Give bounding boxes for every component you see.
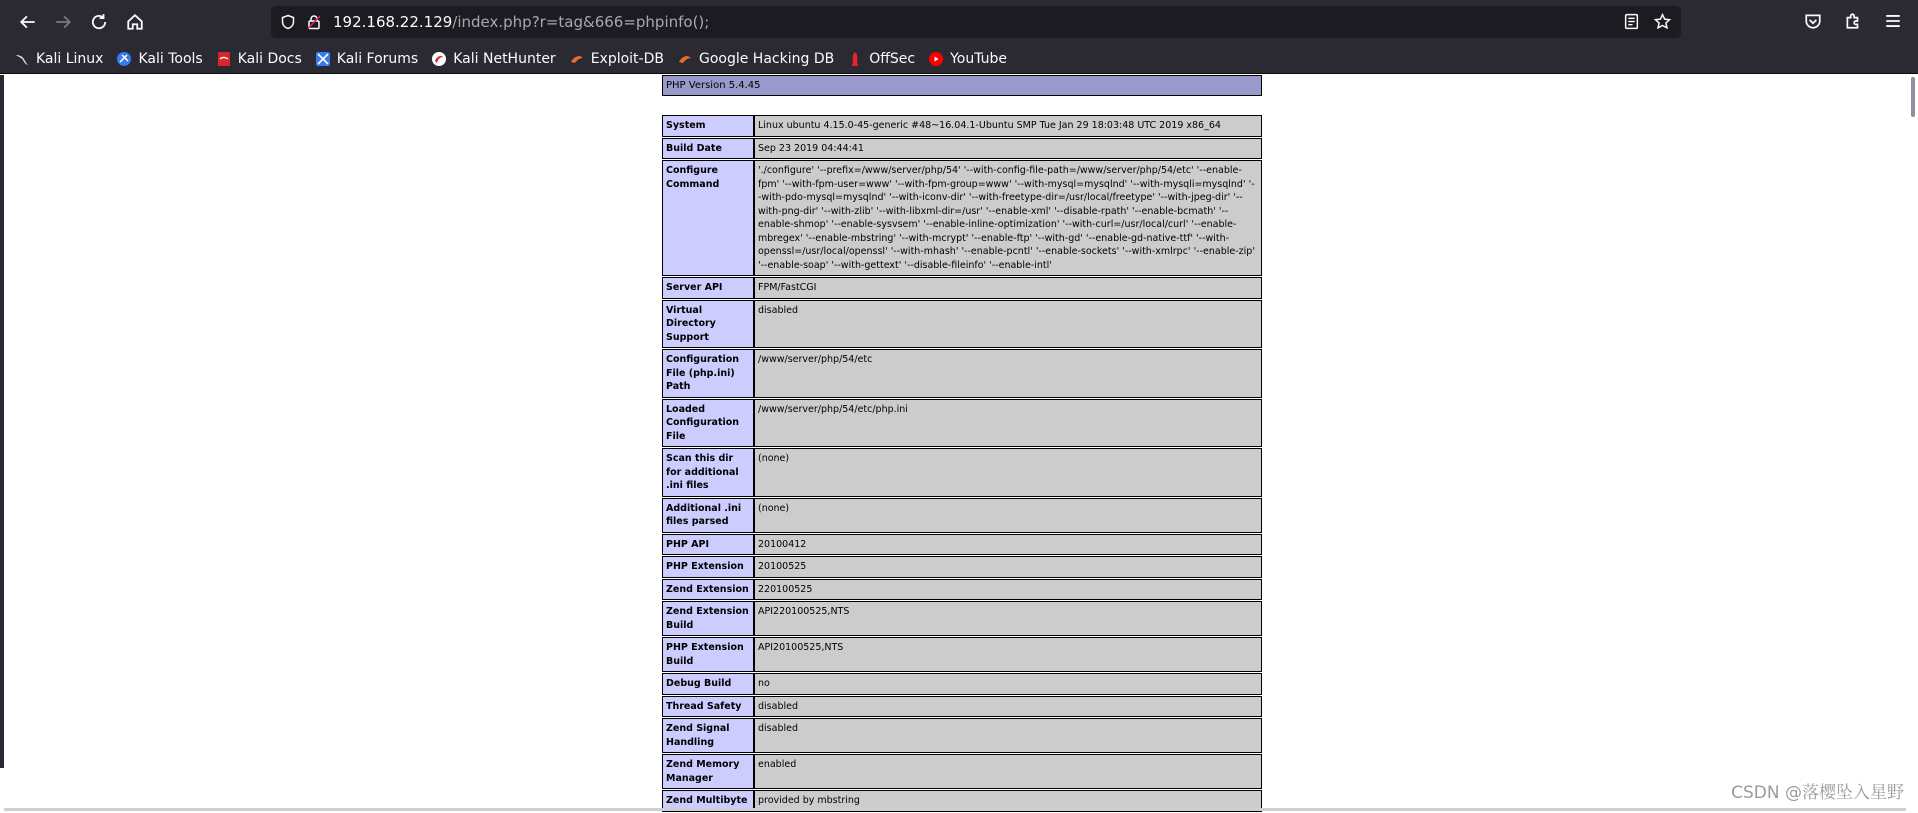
row-value: FPM/FastCGI (754, 277, 1262, 299)
menu-icon[interactable] (1884, 12, 1902, 30)
row-key: Configure Command (662, 160, 754, 276)
row-value: disabled (754, 300, 1262, 349)
reload-icon (90, 13, 108, 31)
row-value: (none) (754, 498, 1262, 533)
row-value: Sep 23 2019 04:44:41 (754, 138, 1262, 160)
row-key: Zend Extension (662, 579, 754, 601)
table-row (662, 160, 1262, 276)
row-key: Zend Memory Manager (662, 754, 754, 789)
bookmark-label: OffSec (869, 50, 916, 67)
table-row (662, 601, 1262, 636)
pocket-icon[interactable] (1804, 12, 1822, 30)
row-key: Zend Signal Handling (662, 718, 754, 753)
row-value: /www/server/php/54/etc (754, 349, 1262, 398)
table-row (662, 277, 1262, 299)
bookmark-youtube[interactable] (928, 51, 1007, 67)
row-value: disabled (754, 718, 1262, 753)
row-value: API20100525,NTS (754, 637, 1262, 672)
browser-toolbar (0, 0, 1918, 44)
bookmark-label: Kali Docs (237, 50, 302, 67)
bookmark-star-icon[interactable] (1654, 13, 1671, 30)
php-version-header: PHP Version 5.4.45 (662, 75, 1262, 96)
phpinfo-table (662, 114, 1262, 813)
bookmark-label: Google Hacking DB (698, 50, 835, 67)
row-value: API220100525,NTS (754, 601, 1262, 636)
table-row (662, 637, 1262, 672)
row-value: /www/server/php/54/etc/php.ini (754, 399, 1262, 448)
row-value: no (754, 673, 1262, 695)
exploit-db-icon (569, 51, 585, 67)
bookmark-kali-linux[interactable] (14, 51, 103, 67)
bookmark-kali-tools[interactable] (116, 51, 202, 67)
row-key: Configuration File (php.ini) Path (662, 349, 754, 398)
vertical-scrollbar[interactable] (1906, 75, 1918, 768)
kali-nethunter-icon (431, 51, 447, 67)
youtube-icon (928, 51, 944, 67)
row-key: Debug Build (662, 673, 754, 695)
table-row (662, 534, 1262, 556)
table-row (662, 754, 1262, 789)
row-value: './configure' '--prefix=/www/server/php/54' '--with-config-file-path=/www/server/php/54/etc' '--enable-fpm' '--with-fpm-user=www' '--with-fpm-group=www' '--with-mysql=mysqlnd' '--with-mysqli=mysqlnd' '--with-pdo-mysql=mysqlnd' '--with-iconv-dir' '--with-freetype-dir=/usr/local/freetype' '--with-jpeg-dir' '--with-png-dir' '--with-zlib' '--with-libxml-dir=/usr' '--enable-xml' '--disable-rpath' '--enable-bcmath' '--enable-shmop' '--enable-sysvsem' '--enable-inline-optimization' '--with-curl=/usr/local/curl' '--enable-mbregex' '--enable-mbstring' '--with-mcrypt' '--enable-ftp' '--with-gd' '--enable-gd-native-ttf' '--with-openssl=/usr/local/openssl' '--with-mhash' '--enable-pcntl' '--enable-sockets' '--with-xmlrpc' '--enable-zip' '--enable-soap' '--with-gettext' '--disable-fileinfo' '--enable-intl' (754, 160, 1262, 276)
row-key: PHP API (662, 534, 754, 556)
url-host: 192.168.22.129 (333, 13, 453, 31)
row-value: 20100412 (754, 534, 1262, 556)
row-value: (none) (754, 448, 1262, 497)
row-value: disabled (754, 696, 1262, 718)
row-value: Linux ubuntu 4.15.0-45-generic #48~16.04.1-Ubuntu SMP Tue Jan 29 18:03:48 UTC 2019 x86_64 (754, 115, 1262, 137)
bookmark-label: YouTube (950, 50, 1008, 67)
table-row (662, 138, 1262, 160)
row-value: enabled (754, 754, 1262, 789)
row-key: Thread Safety (662, 696, 754, 718)
extensions-icon[interactable] (1844, 12, 1862, 30)
table-row (662, 448, 1262, 497)
row-value: 20100525 (754, 556, 1262, 578)
bookmark-kali-forums[interactable] (315, 51, 418, 67)
bookmarks-bar (0, 44, 1918, 74)
home-button[interactable] (118, 5, 152, 39)
reader-view-icon[interactable] (1623, 13, 1640, 30)
table-row (662, 300, 1262, 349)
row-key: PHP Extension Build (662, 637, 754, 672)
shield-icon[interactable] (279, 13, 297, 31)
arrow-left-icon (19, 13, 37, 31)
row-key: Zend Multibyte (662, 790, 754, 812)
bookmark-kali-docs[interactable] (216, 51, 302, 67)
table-row (662, 718, 1262, 753)
bookmark-label: Kali NetHunter (453, 50, 556, 67)
bookmark-offsec[interactable] (847, 51, 915, 67)
ghdb-icon (677, 51, 693, 67)
kali-tools-icon (116, 51, 132, 67)
bookmark-exploit-db[interactable] (569, 51, 664, 67)
table-row (662, 399, 1262, 448)
scrollbar-thumb[interactable] (1911, 77, 1915, 117)
table-row (662, 696, 1262, 718)
bookmark-label: Kali Linux (36, 50, 104, 67)
row-key: Zend Extension Build (662, 601, 754, 636)
kali-dragon-icon (14, 51, 30, 67)
row-key: Loaded Configuration File (662, 399, 754, 448)
url-bar[interactable] (271, 6, 1681, 38)
row-key: Build Date (662, 138, 754, 160)
bookmark-label: Exploit-DB (590, 50, 664, 67)
bookmark-label: Kali Forums (336, 50, 419, 67)
bookmark-kali-nethunter[interactable] (431, 51, 555, 67)
bookmark-label: Kali Tools (138, 50, 203, 67)
phpinfo-container (662, 75, 1262, 813)
watermark: CSDN @落樱坠入星野 (1731, 783, 1904, 803)
forward-button[interactable] (46, 5, 80, 39)
table-row (662, 579, 1262, 601)
row-key: Server API (662, 277, 754, 299)
url-text[interactable] (333, 13, 709, 31)
table-row (662, 349, 1262, 398)
insecure-lock-icon[interactable] (305, 13, 323, 31)
home-icon (126, 13, 144, 31)
bookmark-google-hacking-db[interactable] (677, 51, 834, 67)
kali-forums-icon (315, 51, 331, 67)
url-path: /index.php?r=tag&666=phpinfo(); (452, 13, 710, 31)
reload-button[interactable] (82, 5, 116, 39)
arrow-right-icon (54, 13, 72, 31)
table-row (662, 556, 1262, 578)
offsec-icon (847, 51, 863, 67)
back-button[interactable] (11, 5, 45, 39)
row-key: Virtual Directory Support (662, 300, 754, 349)
row-key: Additional .ini files parsed (662, 498, 754, 533)
row-value: provided by mbstring (754, 790, 1262, 812)
row-value: 220100525 (754, 579, 1262, 601)
table-row (662, 498, 1262, 533)
row-key: PHP Extension (662, 556, 754, 578)
table-row (662, 115, 1262, 137)
kali-docs-icon (216, 51, 232, 67)
row-key: System (662, 115, 754, 137)
horizontal-scrollbar[interactable] (4, 808, 1906, 811)
row-key: Scan this dir for additional .ini files (662, 448, 754, 497)
table-row (662, 673, 1262, 695)
